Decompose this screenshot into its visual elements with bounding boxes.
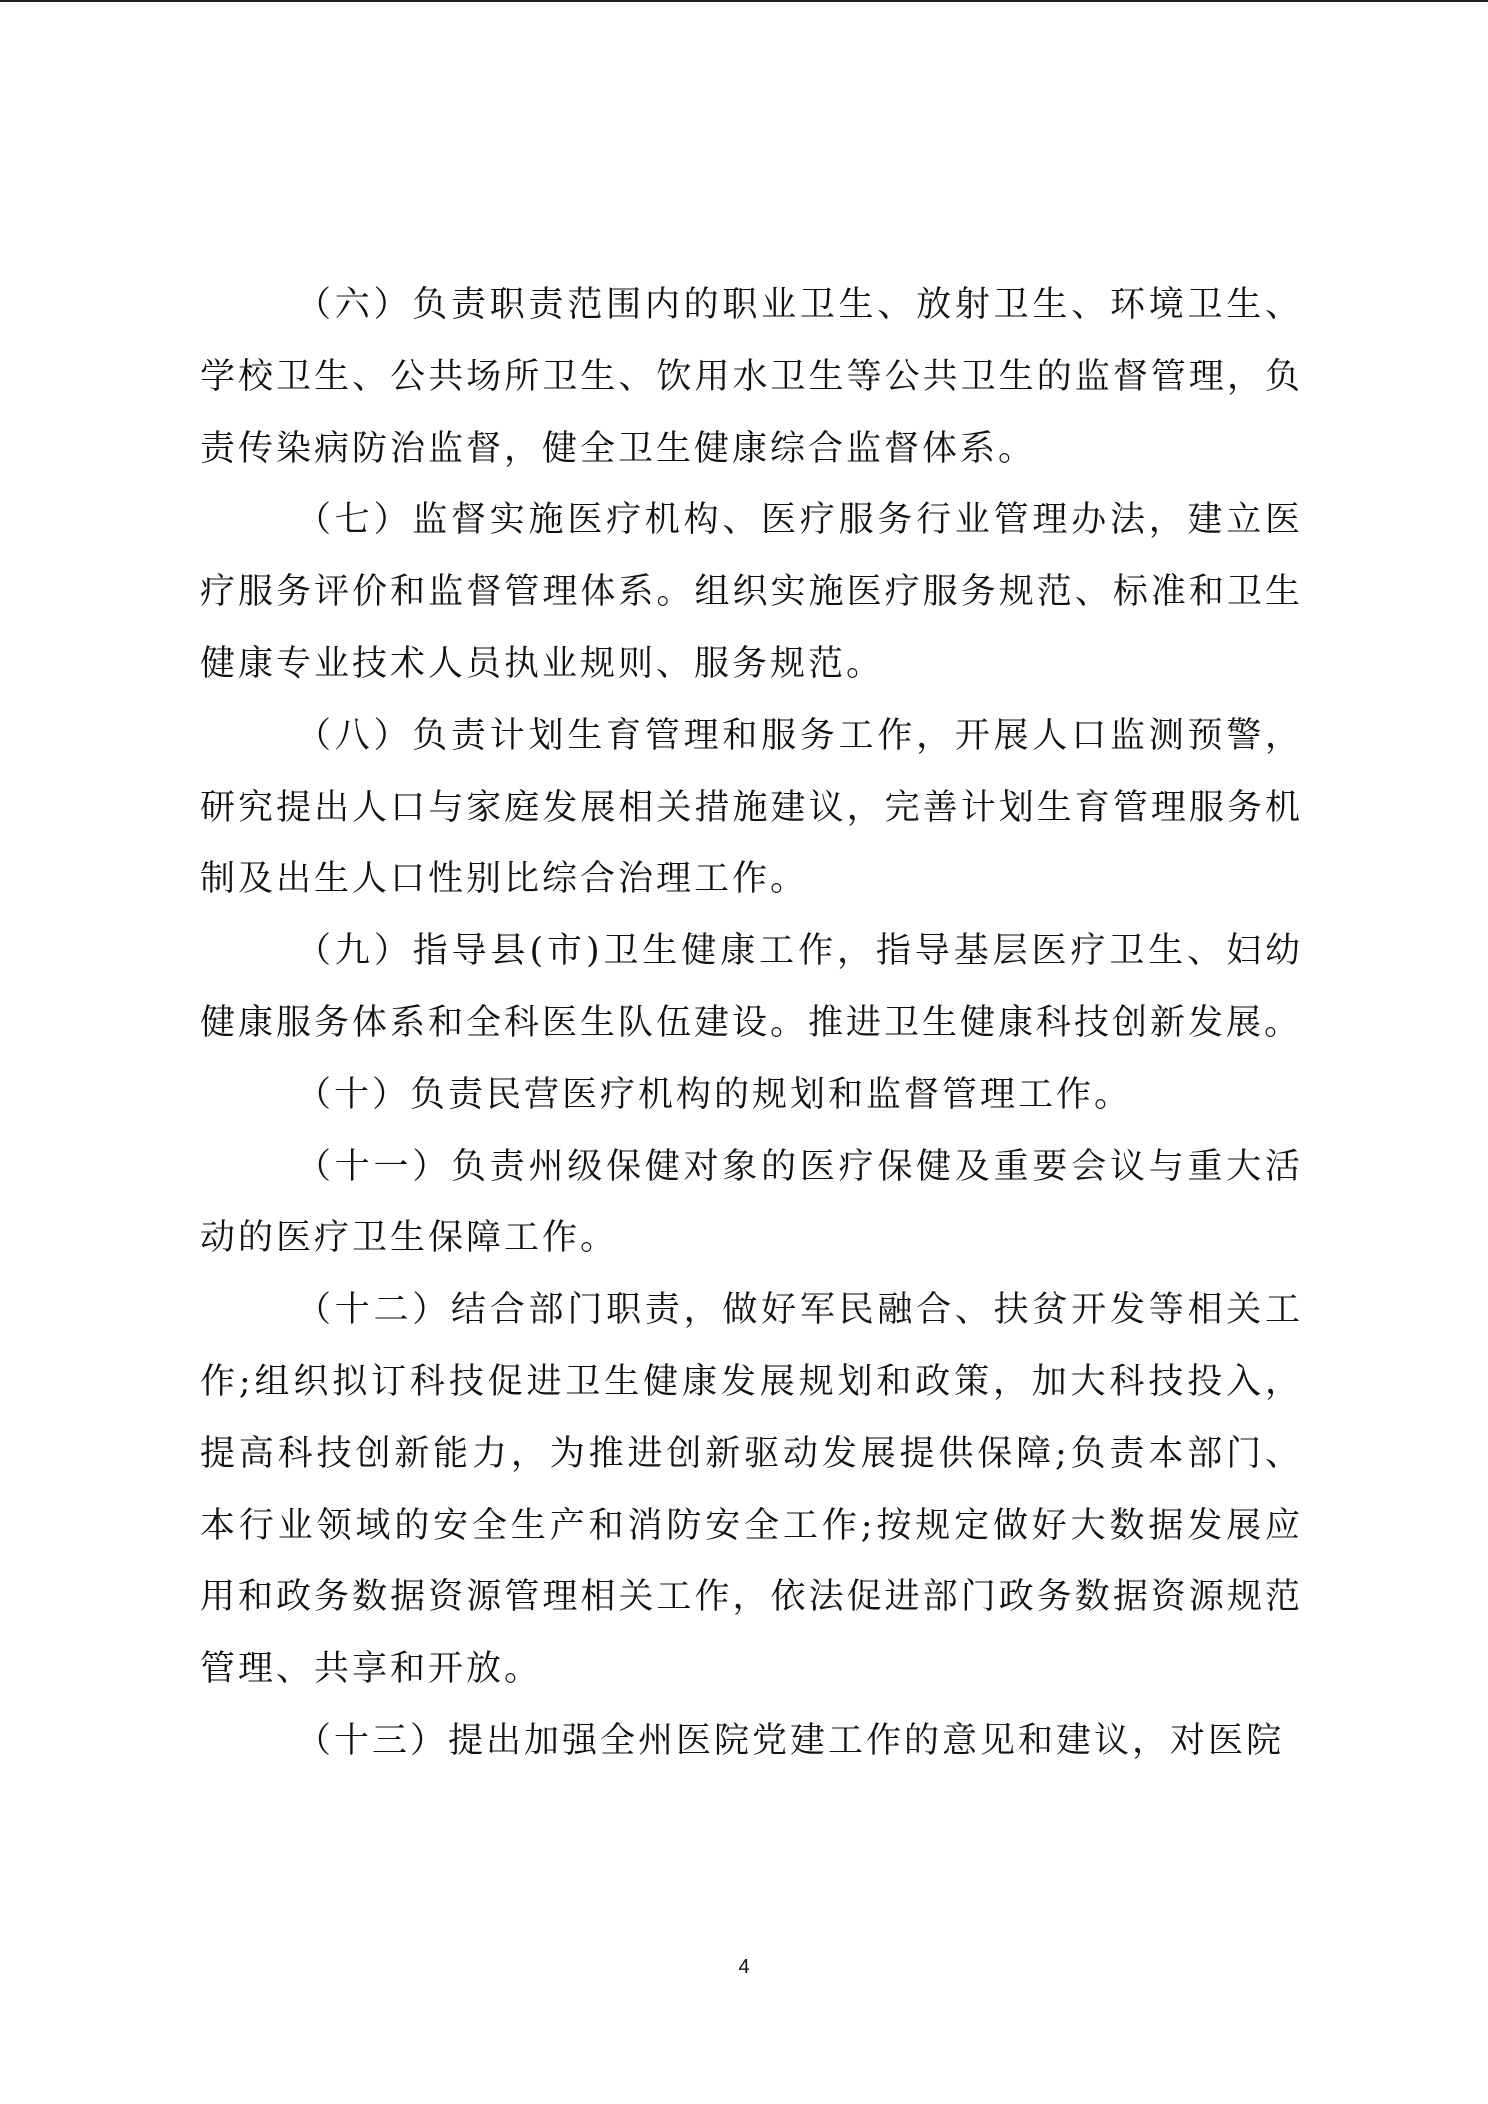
- paragraph-item-9: （九）指导县(市)卫生健康工作，指导基层医疗卫生、妇幼健康服务体系和全科医生队伍建设。推进卫生健康科技创新发展。: [200, 931, 1303, 1043]
- paragraph-item-13: （十三）提出加强全州医院党建工作的意见和建议，对医院: [296, 1720, 1285, 1761]
- page-number: 4: [738, 1956, 750, 1978]
- document-body: [200, 270, 1303, 1778]
- paragraph-item-7: （七）监督实施医疗机构、医疗服务行业管理办法，建立医疗服务评价和监督管理体系。组织实施医疗服务规范、标准和卫生健康专业技术人员执业规则、服务规范。: [200, 500, 1303, 684]
- paragraph-item-6: （六）负责职责范围内的职业卫生、放射卫生、环境卫生、学校卫生、公共场所卫生、饮用水卫生等公共卫生的监督管理，负责传染病防治监督，健全卫生健康综合监督体系。: [200, 285, 1303, 469]
- paragraph-item-12: （十二）结合部门职责，做好军民融合、扶贫开发等相关工作;组织拟订科技促进卫生健康发展规划和政策，加大科技投入，提高科技创新能力，为推进创新驱动发展提供保障;负责本部门、本行业领域的安全生产和消防安全工作;按规定做好大数据发展应用和政务数据资源管理相关工作，依法促进部门政务数据资源规范管理、共享和开放。: [200, 1290, 1303, 1690]
- paragraph-item-11: （十一）负责州级保健对象的医疗保健及重要会议与重大活动的医疗卫生保障工作。: [200, 1146, 1303, 1259]
- paragraph-item-8: （八）负责计划生育管理和服务工作，开展人口监测预警，研究提出人口与家庭发展相关措施建议，完善计划生育管理服务机制及出生人口性别比综合治理工作。: [200, 715, 1303, 900]
- paragraph-item-10: （十）负责民营医疗机构的规划和监督管理工作。: [296, 1074, 1133, 1115]
